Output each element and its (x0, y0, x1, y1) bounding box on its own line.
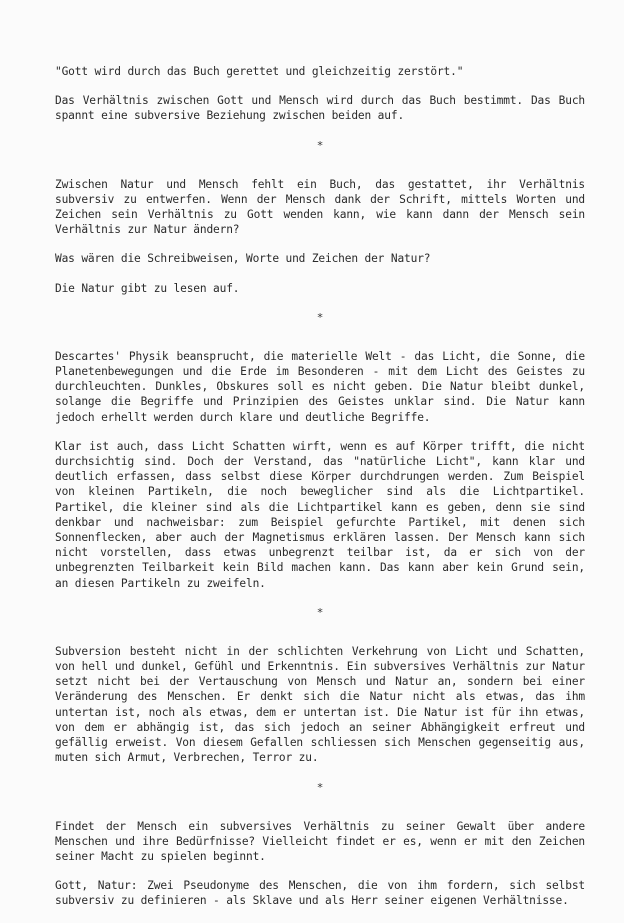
section-separator: * (316, 310, 324, 324)
paragraph-subversion: Subversion besteht nicht in der schlichten Verkehrung von Licht und Schatten, von hell und dunkel, Gefühl und Erkenntnis. Ein subversives Verhältnis zur Natur setzt nicht bei der Vertauschung von Mensch und Natur an, sondern bei einer Veränderung des Menschen. Er denkt sich die Natur nicht als etwas, das ihm untertan ist, noch als etwas, dem er untertan ist. Die Natur ist für ihn etwas, von dem er abhängig ist, das sich jedoch an seiner Abhängigkeit erfreut und gefällig erweist. Von diesem Gefallen schliessen sich Menschen gegenseitig aus, muten sich Armut, Verbrechen, Terror zu. (55, 644, 585, 765)
paragraph-question: Was wären die Schreibweisen, Worte und Zeichen der Natur? (55, 252, 431, 266)
document-page (55, 64, 585, 923)
paragraph-power: Findet der Mensch ein subversives Verhältnis zu seiner Gewalt über andere Menschen und ihre Bedürfnisse? Vielleicht findet er es, wenn er mit den Zeichen seiner Macht zu spielen beginnt. (55, 819, 585, 863)
section-separator: * (316, 605, 324, 619)
paragraph-pseudonyms: Gott, Natur: Zwei Pseudonyme des Menschen, die von ihm fordern, sich selbst subversiv zu definieren - als Sklave und als Herr seiner eigenen Verhältnisse. (55, 879, 585, 908)
section-separator: * (316, 780, 324, 794)
paragraph-descartes: Descartes' Physik beansprucht, die materielle Welt - das Licht, die Sonne, die Planetenbewegungen und die Erde im Besonderen - mit dem Licht des Geistes zu durchleuchten. Dunkles, Obskures soll es nicht geben. Die Natur bleibt dunkel, solange die Begriffe und Prinzipien des Geistes unklar sind. Die Natur kann jedoch erhellt werden durch klare und deutliche Begriffe. (55, 349, 585, 424)
quote-paragraph: "Gott wird durch das Buch gerettet und gleichzeitig zerstört." (55, 65, 464, 78)
paragraph-god-man: Das Verhältnis zwischen Gott und Mensch wird durch das Buch bestimmt. Das Buch spannt eine subversive Beziehung zwischen beiden auf. (55, 94, 585, 123)
paragraph-nature-man: Zwischen Natur und Mensch fehlt ein Buch, das gestattet, ihr Verhältnis subversiv zu entwerfen. Wenn der Mensch dank der Schrift, mittels Worten und Zeichen sein Verhältnis zu Gott wenden kann, wie kann dann der Mensch sein Verhältnis zur Natur ändern? (55, 177, 585, 237)
paragraph-nature-reading: Die Natur gibt zu lesen auf. (55, 281, 240, 295)
paragraph-light-shadow: Klar ist auch, dass Licht Schatten wirft, wenn es auf Körper trifft, die nicht durchsichtig sind. Doch der Verstand, das "natürliche Licht", kann klar und deutlich erfassen, dass selbst diese Körper durchdrungen werden. Zum Beispiel von kleinen Partikeln, die noch beweglicher sind als die Lichtpartikel. Partikel, die kleiner sind als die Lichtpartikel kann es geben, denn sie sind denkbar und nachweisbar: zum Beispiel gefurchte Partikel, mit denen sich Sonnenflecken, aber auch der Magnetismus erklären lassen. Der Mensch kann sich nicht vorstellen, dass etwas unbegrenzt teilbar ist, da er sich von der unbegrenzten Teilbarkeit kein Bild machen kann. Das kann aber kein Grund sein, an diesen Partikeln zu zweifeln. (55, 439, 585, 590)
section-separator: * (316, 138, 324, 152)
